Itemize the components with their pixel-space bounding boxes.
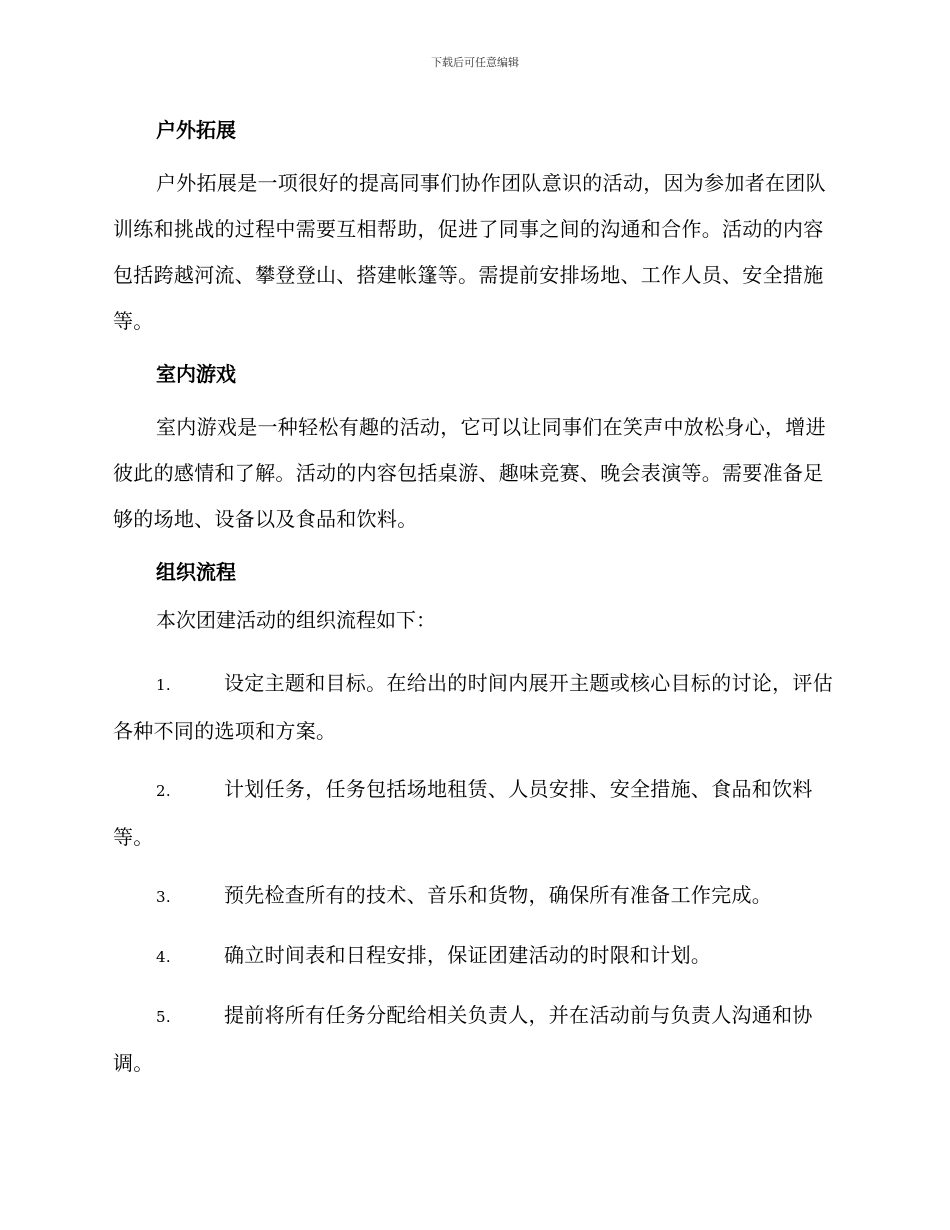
step-text: 预先检查所有的技术、音乐和货物，确保所有准备工作完成。	[224, 883, 773, 907]
section-heading-indoor: 室内游戏	[156, 362, 236, 386]
section-paragraph-outdoor: 户外拓展是一项很好的提高同事们协作团队意识的活动，因为参加者在团队训练和挑战的过程中需要互相帮助，促进了同事之间的沟通和合作。活动的内容包括跨越河流、攀登登山、搭建帐篷等。需提前安排场地、工作人员、安全措施等。	[113, 171, 826, 333]
step-text: 确立时间表和日程安排，保证团建活动的时限和计划。	[224, 943, 712, 967]
process-intro: 本次团建活动的组织流程如下：	[156, 608, 436, 632]
step-text: 设定主题和目标。在给出的时间内展开主题或核心目标的讨论，评估各种不同的选项和方案。	[113, 671, 833, 743]
process-step	[113, 660, 833, 754]
step-number: 3.	[156, 888, 171, 906]
step-number: 5.	[156, 1008, 171, 1026]
step-number: 4.	[156, 948, 171, 966]
process-step	[113, 992, 833, 1086]
process-step	[113, 872, 833, 920]
document-body	[113, 112, 833, 1098]
step-text: 计划任务，任务包括场地租赁、人员安排、安全措施、食品和饮料等。	[113, 777, 813, 849]
page-header: 下载后可任意编辑	[431, 56, 519, 69]
section-heading-process: 组织流程	[156, 560, 236, 584]
step-number: 2.	[156, 782, 171, 800]
section-paragraph-indoor: 室内游戏是一种轻松有趣的活动，它可以让同事们在笑声中放松身心，增进彼此的感情和了解。活动的内容包括桌游、趣味竞赛、晚会表演等。需要准备足够的场地、设备以及食品和饮料。	[113, 415, 826, 531]
step-number: 1.	[156, 676, 171, 694]
section-heading-outdoor: 户外拓展	[156, 118, 236, 142]
step-text: 提前将所有任务分配给相关负责人，并在活动前与负责人沟通和协调。	[113, 1003, 813, 1075]
process-step	[113, 932, 833, 980]
process-step	[113, 766, 833, 860]
